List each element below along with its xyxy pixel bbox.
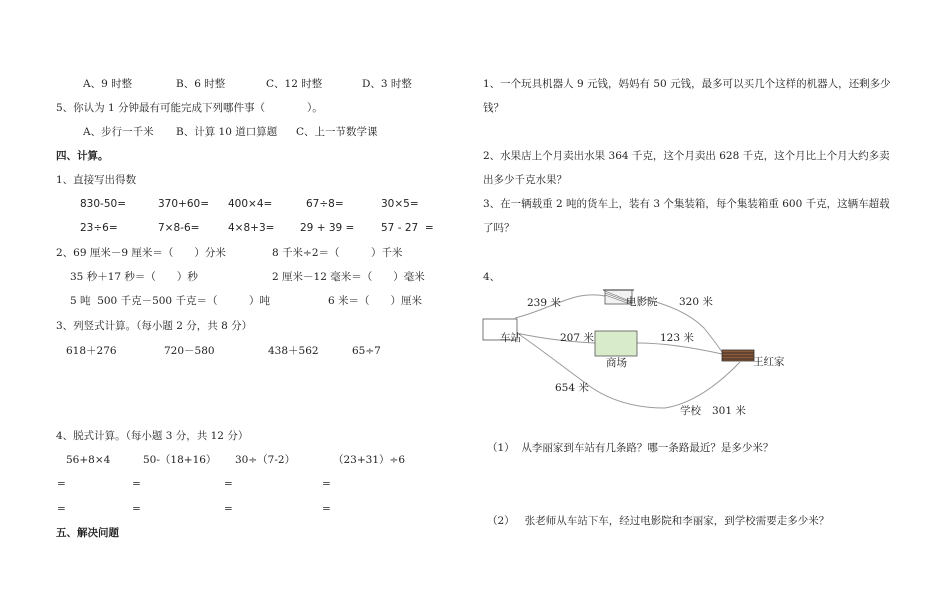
equals-sign: = bbox=[224, 478, 233, 490]
sub4-title: 4、脱式计算。（每小题 3 分，共 12 分） bbox=[56, 430, 249, 442]
distance-label-301: 301 米 bbox=[712, 405, 746, 417]
step-calc-item: 30÷（7-2） bbox=[235, 454, 296, 466]
unit-conversion-item: 5 吨 500 千克－500 千克＝（ ）吨 bbox=[70, 295, 270, 307]
oral-calc-item: 30×5= bbox=[381, 198, 419, 210]
distance-label-207: 207 米 bbox=[560, 332, 594, 344]
q5-option-c: C、上一节数学课 bbox=[296, 126, 378, 138]
vertical-calc-item: 438＋562 bbox=[268, 345, 319, 357]
oral-calc-item: 4×8+3= bbox=[228, 222, 275, 234]
map-question-2: （2） 张老师从车站下车，经过电影院和李丽家，到学校需要走多少米？ bbox=[487, 515, 830, 527]
q4-option-c: C、12 时整 bbox=[266, 78, 323, 90]
oral-calc-item: 370+60= bbox=[158, 198, 209, 210]
road-station-school bbox=[520, 335, 665, 408]
oral-calc-item: 23÷6= bbox=[80, 222, 118, 234]
oral-calc-item: 57 - 27 = bbox=[381, 222, 434, 234]
map-label-school: 学校 bbox=[680, 405, 701, 417]
oral-calc-item: 7×8-6= bbox=[158, 222, 200, 234]
wang-house-icon bbox=[722, 350, 754, 361]
step-calc-item: 50-（18+16） bbox=[143, 454, 217, 466]
map-label-station: 车站 bbox=[500, 332, 521, 344]
distance-label-123: 123 米 bbox=[660, 332, 694, 344]
map-label-mall: 商场 bbox=[606, 357, 627, 369]
q5-option-a: A、步行一千米 bbox=[83, 126, 154, 138]
equals-sign: = bbox=[132, 503, 141, 515]
q4-option-b: B、6 时整 bbox=[176, 78, 226, 90]
unit-conversion-item: 2 厘米－12 毫米＝（ ）毫米 bbox=[272, 271, 425, 283]
oral-calc-item: 29 + 39 = bbox=[300, 222, 355, 234]
distance-label-239: 239 米 bbox=[527, 297, 561, 309]
section-4-title: 四、计算。 bbox=[56, 150, 109, 162]
problem-3-line-1: 3、在一辆载重 2 吨的货车上，装有 3 个集装箱，每个集装箱重 600 千克，这辆车超载 bbox=[483, 198, 890, 210]
vertical-calc-item: 65÷7 bbox=[352, 345, 381, 357]
equals-sign: = bbox=[322, 478, 331, 490]
problem-2-line-2: 出多少千克水果？ bbox=[483, 174, 567, 186]
road-school-wang bbox=[665, 362, 740, 408]
map-label-wang-home: 王红家 bbox=[753, 356, 785, 368]
problem-1-line-2: 钱？ bbox=[483, 102, 504, 114]
mall-box bbox=[595, 331, 637, 356]
vertical-calc-item: 720－580 bbox=[164, 345, 215, 357]
equals-sign: = bbox=[57, 478, 66, 490]
sub3-title: 3、列竖式计算。（每小题 2 分，共 8 分） bbox=[56, 320, 253, 332]
oral-calc-item: 830-50= bbox=[80, 198, 126, 210]
q5-question: 5、你认为 1 分钟最有可能完成下列哪件事（ ）。 bbox=[56, 102, 323, 114]
problem-1-line-1: 1、一个玩具机器人 9 元钱，妈妈有 50 元钱，最多可以买几个这样的机器人，还剩多少 bbox=[483, 78, 891, 90]
step-calc-item: （23+31）÷6 bbox=[333, 454, 405, 466]
unit-conversion-item: 35 秒＋17 秒＝（ ）秒 bbox=[70, 271, 198, 283]
q5-option-b: B、计算 10 道口算题 bbox=[176, 126, 278, 138]
vertical-calc-item: 618＋276 bbox=[66, 345, 117, 357]
map-label-cinema: 电影院 bbox=[626, 296, 658, 308]
distance-label-654: 654 米 bbox=[555, 382, 589, 394]
map-question-1: （1） 从李丽家到车站有几条路？哪一条路最近？是多少米？ bbox=[487, 442, 774, 454]
oral-calc-item: 67÷8= bbox=[306, 198, 344, 210]
distance-label-320: 320 米 bbox=[679, 296, 713, 308]
q4-option-d: D、3 时整 bbox=[362, 78, 412, 90]
equals-sign: = bbox=[224, 503, 233, 515]
unit-conversion-item: 8 千米÷2＝（ ）千米 bbox=[272, 247, 403, 259]
unit-conversion-item: 2、69 厘米－9 厘米＝（ ）分米 bbox=[56, 247, 226, 259]
problem-2-line-1: 2、水果店上个月卖出水果 364 千克，这个月卖出 628 千克，这个月比上个月大约多卖 bbox=[483, 150, 890, 162]
q4-option-a: A、9 时整 bbox=[83, 78, 133, 90]
equals-sign: = bbox=[132, 478, 141, 490]
problem-3-line-2: 了吗？ bbox=[483, 222, 515, 234]
sub1-title: 1、直接写出得数 bbox=[56, 174, 137, 186]
problem-4-label: 4、 bbox=[483, 271, 501, 283]
equals-sign: = bbox=[57, 503, 66, 515]
oral-calc-item: 400×4= bbox=[228, 198, 273, 210]
equals-sign: = bbox=[322, 503, 331, 515]
section-5-title: 五、解决问题 bbox=[56, 527, 119, 539]
unit-conversion-item: 6 米＝（ ）厘米 bbox=[328, 295, 423, 307]
step-calc-item: 56+8×4 bbox=[66, 454, 111, 466]
